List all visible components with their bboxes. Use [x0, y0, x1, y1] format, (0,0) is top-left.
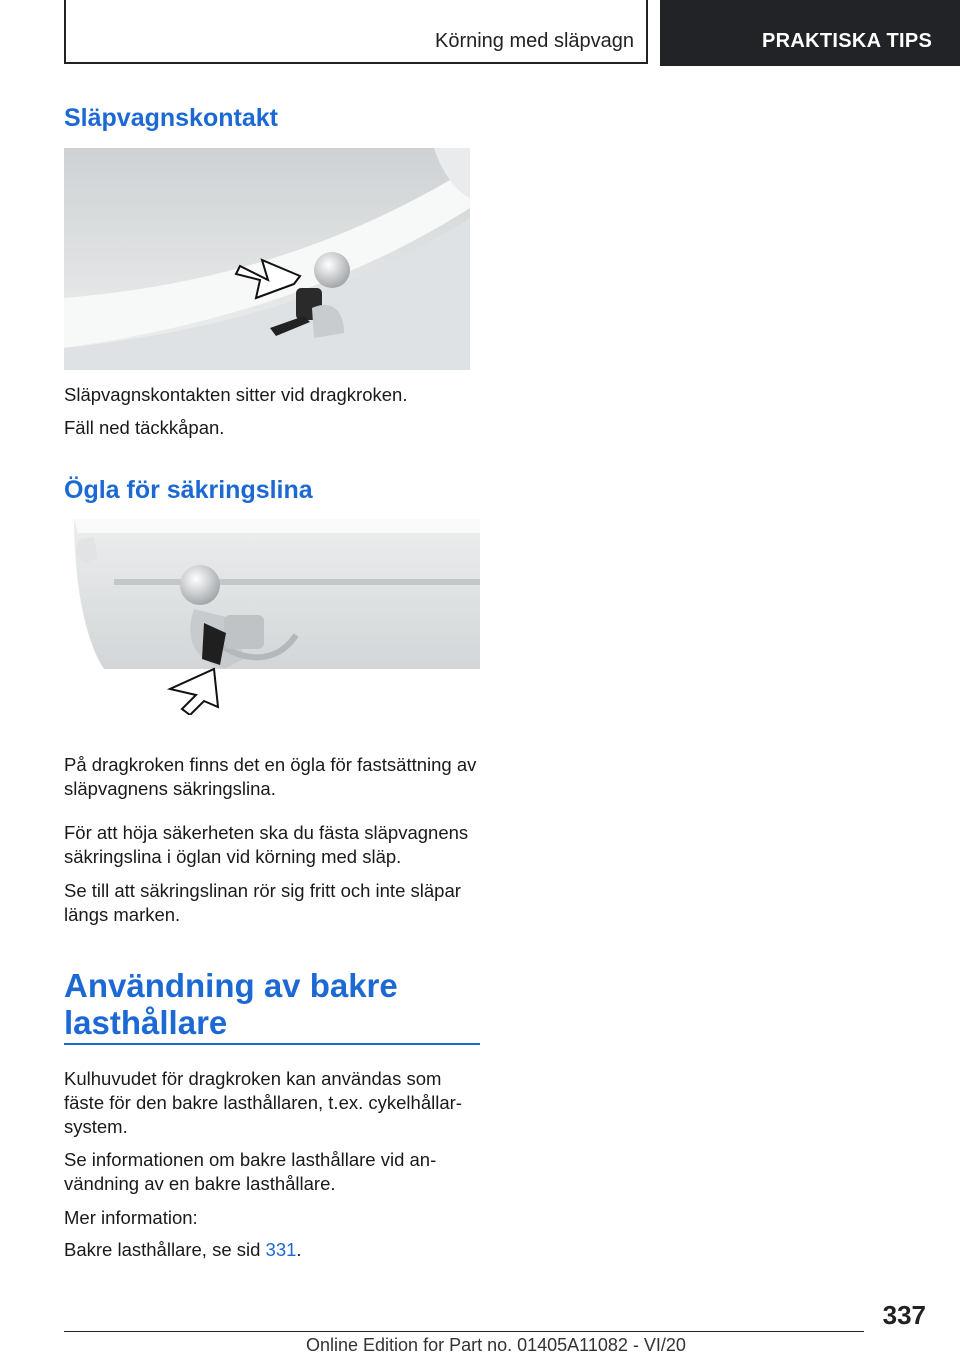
page-number: 337: [882, 1300, 926, 1330]
chapter-tab: [660, 0, 960, 66]
paragraph: På dragkroken finns det en ögla för fastsättning av släpvagnens säkringslina.: [64, 754, 477, 799]
heading-rear-carrier: [64, 967, 398, 1041]
paragraph: För att höja säkerheten ska du fästa släpvagnens säkringslina i öglan vid körning med släp.: [64, 822, 469, 867]
heading-rule: [64, 1043, 480, 1045]
tow-ball: [180, 565, 220, 605]
heading-trailer-socket: Släpvagnskontakt: [64, 104, 278, 132]
paragraph: Se informationen om bakre lasthållare vid an-vändning av en bakre lasthållare.: [64, 1149, 437, 1194]
cross-reference: [64, 1238, 484, 1262]
paragraph: Släpvagnskontakten sitter vid dragkroken.: [64, 384, 408, 405]
footer-edition: Online Edition for Part no. 01405A11082 - VI/20: [306, 1335, 686, 1355]
xref-suffix: .: [296, 1239, 302, 1260]
socket-housing: [224, 615, 264, 649]
page-link[interactable]: 331: [265, 1239, 297, 1260]
chapter-title: PRAKTISKA TIPS: [762, 30, 933, 52]
footer-rule: [64, 1331, 864, 1332]
heading-line: Användning av bakre: [64, 967, 398, 1004]
paragraph: Mer information:: [64, 1207, 198, 1228]
paragraph: Kulhuvudet för dragkroken kan användas som fäste för den bakre lasthållaren, t.ex. cykelhållar-system.: [64, 1068, 462, 1137]
section-title: Körning med släpvagn: [434, 30, 634, 52]
paragraph: Fäll ned täckkåpan.: [64, 417, 225, 438]
figure-trailer-socket: [64, 148, 470, 370]
heading-safety-cable-eye: Ögla för säkringslina: [64, 476, 313, 504]
heading-line: lasthållare: [64, 1004, 228, 1041]
paragraph: Se till att säkringslinan rör sig fritt och inte släpar längs marken.: [64, 880, 461, 925]
tow-ball: [314, 252, 350, 288]
figure-safety-cable-eye: [64, 519, 480, 715]
xref-text: Bakre lasthållare, se sid: [64, 1239, 266, 1260]
header-frame: [64, 0, 648, 64]
